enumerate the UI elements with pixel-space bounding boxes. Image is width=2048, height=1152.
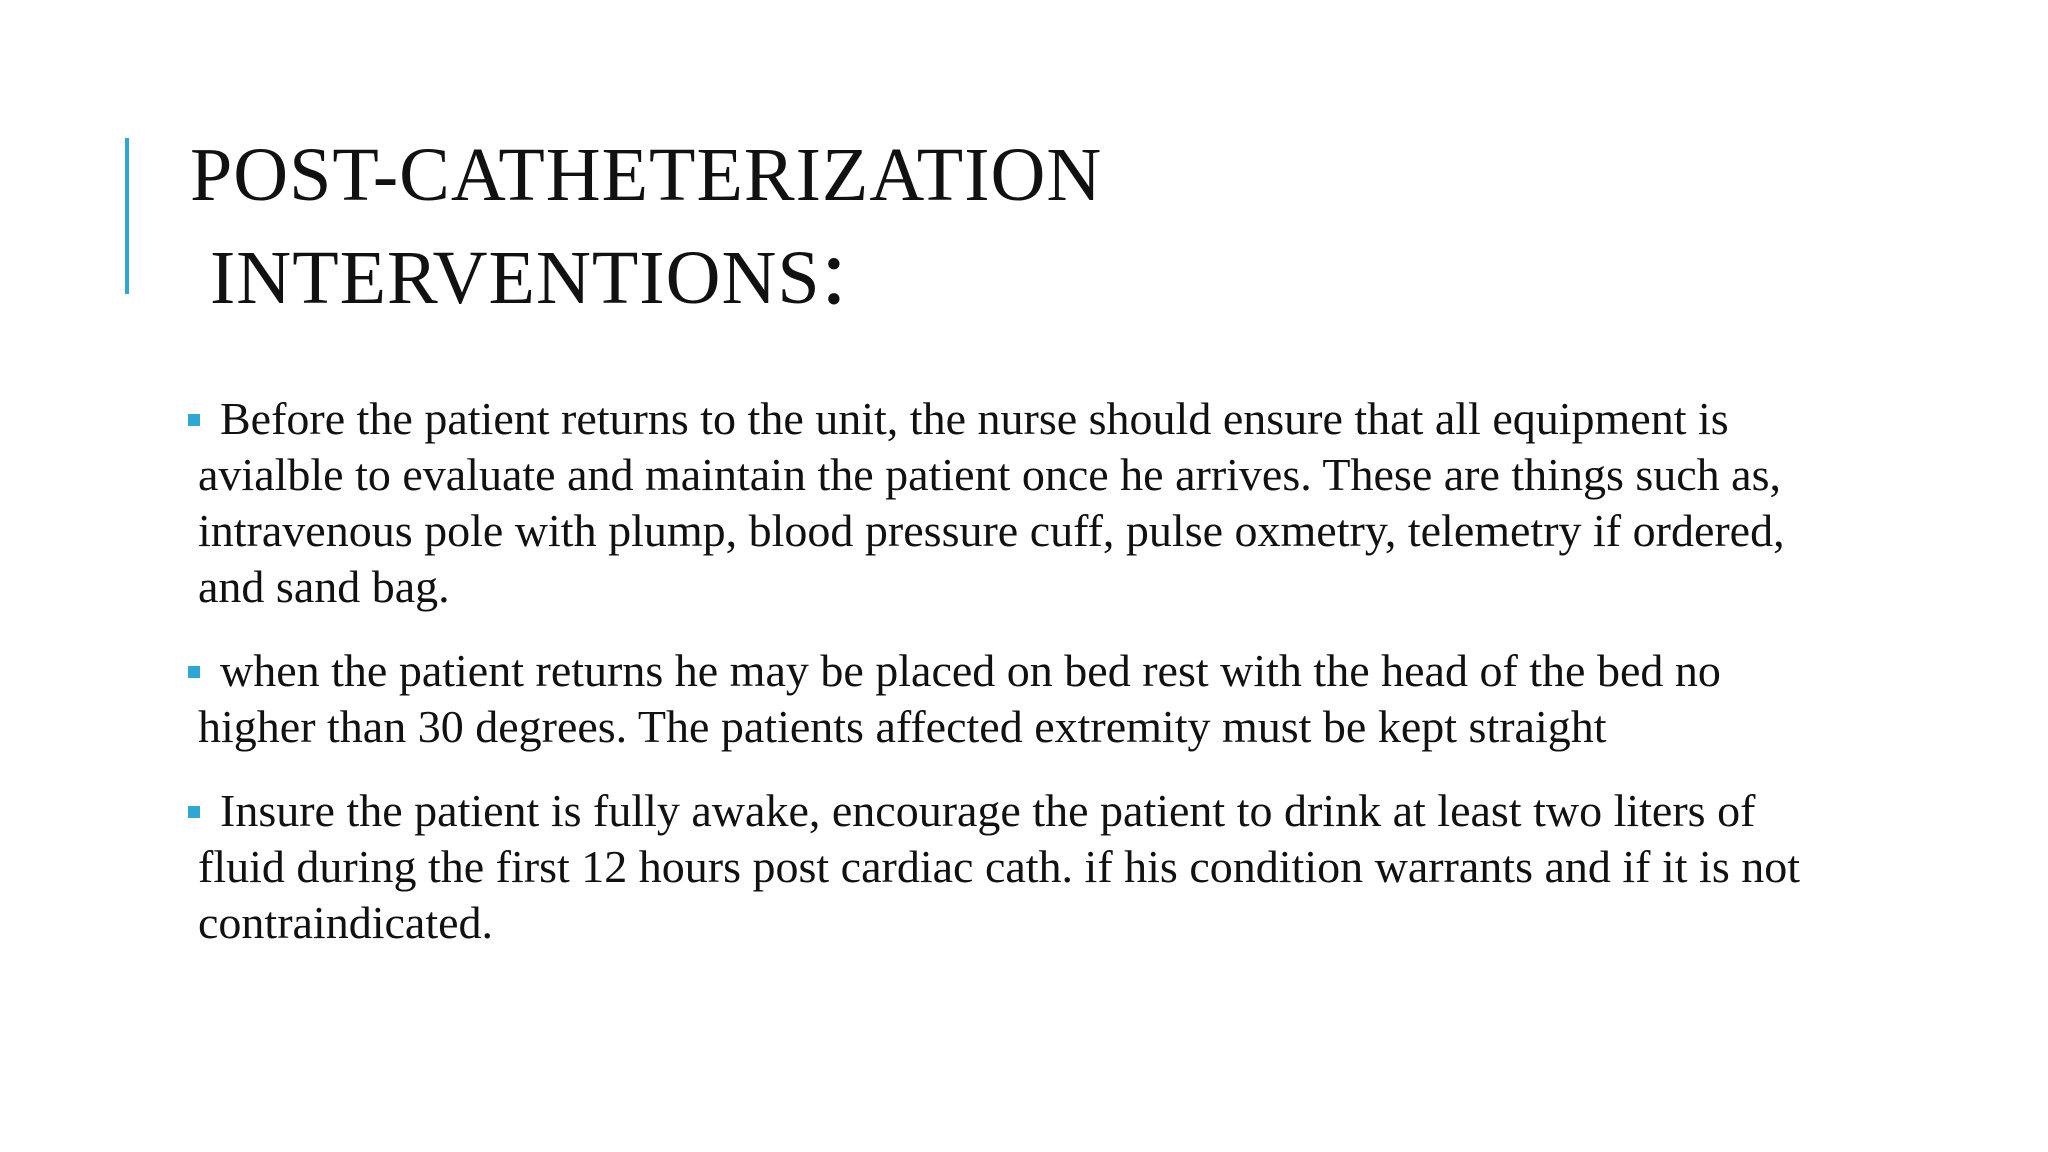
slide-title (190, 128, 1790, 326)
bullet-item (185, 391, 1825, 615)
bullet-text: when the patient returns he may be placed on bed rest with the head of the bed no higher than 30 degrees. The patients affected extremity must be kept straight (198, 645, 1721, 752)
square-bullet-icon (188, 666, 200, 678)
title-line-2-text: INTERVENTIONS (210, 236, 821, 320)
square-bullet-icon (188, 414, 200, 426)
bullet-text: Insure the patient is fully awake, encourage the patient to drink at least two liters of fluid during the first 12 hours post cardiac cath. if his condition warrants and if it is not contraindicated. (198, 785, 1801, 948)
bullet-item (185, 783, 1825, 951)
title-line-2 (190, 217, 1790, 326)
square-bullet-icon (188, 806, 200, 818)
bullet-item (185, 643, 1825, 755)
title-line-1: POST-CATHETERIZATION (190, 133, 1103, 217)
title-accent-bar (125, 138, 129, 294)
title-colon: : (820, 217, 849, 324)
bullet-text: Before the patient returns to the unit, the nurse should ensure that all equipment is avialble to evaluate and maintain the patient once he arrives. These are things such as, intravenous pole with plump, blood pressure cuff, pulse oxmetry, telemetry if ordered, and sand bag. (198, 393, 1785, 612)
bullet-list (185, 391, 1825, 979)
